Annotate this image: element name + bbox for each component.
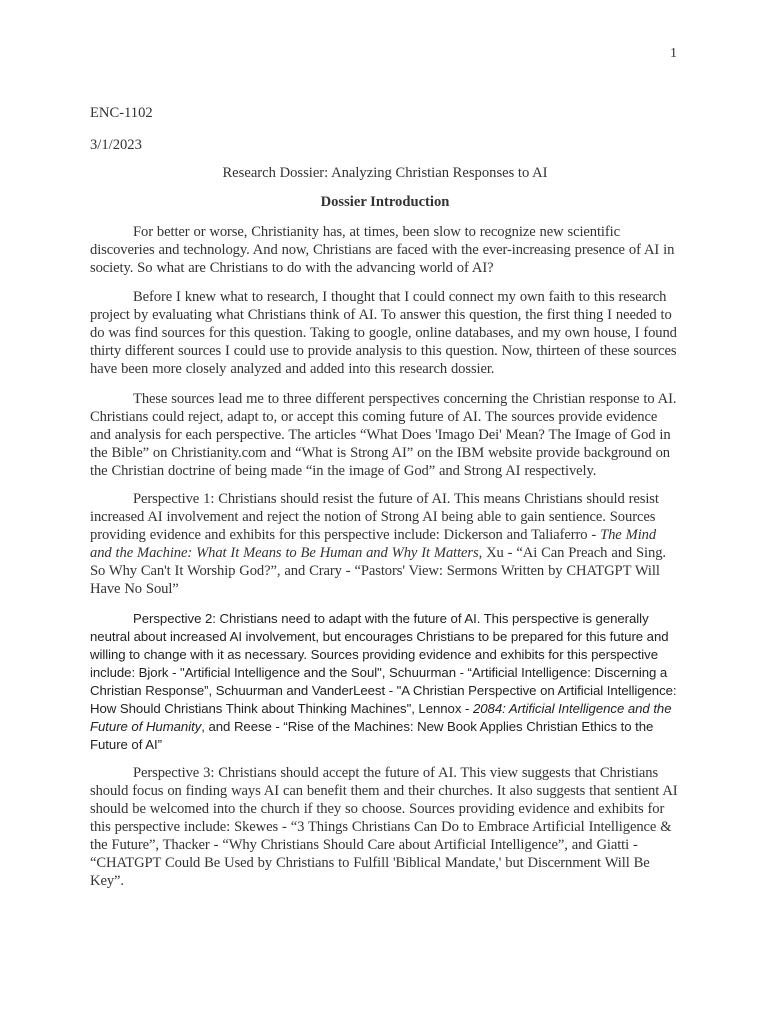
perspective-2-text: Perspective 2: Christians need to adapt with the future of AI. This perspective is generally neutral about increased AI involvement, but encourages Christians to be prepared for this future and willing to change with it as necessary. Sources providing evidence and exhibits for this perspective include: Bjork - "Artificial Intelligence and the Soul", Schuurman - “Artificial Intelligence: Discerning a Christian Response”, Schuurman and VanderLeest - "A Christian Perspective on Artificial Intelligence: How Should Christians Think about Thinking Machines", Lennox -: [90, 611, 677, 716]
page-number: 1: [670, 46, 677, 61]
perspective-2-book-title: 2084: Artificial Intelligence and the Future of Humanity: [90, 701, 672, 734]
paragraph-perspective-1: [90, 490, 680, 598]
perspective-1-text-end: , Xu - “Ai Can Preach and Sing. So Why Can't It Worship God?”, and Crary - “Pastors' View: Sermons Written by CHATGPT Will Have No Soul”: [90, 545, 666, 597]
course-code: ENC-1102: [90, 105, 153, 121]
paragraph-perspective-2: [90, 610, 680, 754]
paragraph-research-process: Before I knew what to research, I thought that I could connect my own faith to this research project by evaluating what Christians think of AI. To answer this question, the first thing I needed to do was find sources for this question. Taking to google, online databases, and my own house, I found thirty different sources I could use to provide analysis to this question. Now, thirteen of these sources have been more closely analyzed and added into this research dossier.: [90, 289, 677, 377]
perspective-2-text-end: , and Reese - “Rise of the Machines: New Book Applies Christian Ethics to the Future of AI”: [90, 719, 654, 752]
perspective-1-book-title: The Mind and the Machine: What It Means to Be Human and Why It Matters: [90, 527, 657, 561]
document-body: [90, 223, 680, 900]
paragraph-perspectives-overview: These sources lead me to three different perspectives concerning the Christian response to AI. Christians could reject, adapt to, or accept this coming future of AI. The sources provide evidence and analysis for each perspective. The articles “What Does 'Imago Dei' Mean? The Image of God in the Bible” on Christianity.com and “What is Strong AI” on the IBM website provide background on the Christian doctrine of being made “in the image of God” and Strong AI respectively.: [90, 391, 677, 479]
document-title: Research Dossier: Analyzing Christian Responses to AI: [222, 165, 548, 181]
document-header: [90, 104, 680, 168]
section-heading: Dossier Introduction: [320, 194, 450, 210]
paragraph-perspective-3: Perspective 3: Christians should accept the future of AI. This view suggests that Christians should focus on finding ways AI can benefit them and their churches. It also suggests that sentient AI should be welcomed into the church if they so choose. Sources providing evidence and exhibits for this perspective include: Skewes - “3 Things Christians Can Do to Embrace Artificial Intelligence & the Future”, Thacker - “Why Christians Should Care about Artificial Intelligence”, and Giatti - “CHATGPT Could Be Used by Christians to Fulfill 'Biblical Mandate,' but Discernment Will Be Key”.: [90, 765, 678, 889]
perspective-1-text: Perspective 1: Christians should resist the future of AI. This means Christians should resist increased AI involvement and reject the notion of Strong AI being able to gain sentience. Sources providing evidence and exhibits for this perspective include: Dickerson and Taliaferro -: [90, 491, 659, 543]
paragraph-intro: For better or worse, Christianity has, at times, been slow to recognize new scientific discoveries and technology. And now, Christians are faced with the ever-increasing presence of AI in society. So what are Christians to do with the advancing world of AI?: [90, 224, 675, 276]
document-date: 3/1/2023: [90, 137, 142, 153]
